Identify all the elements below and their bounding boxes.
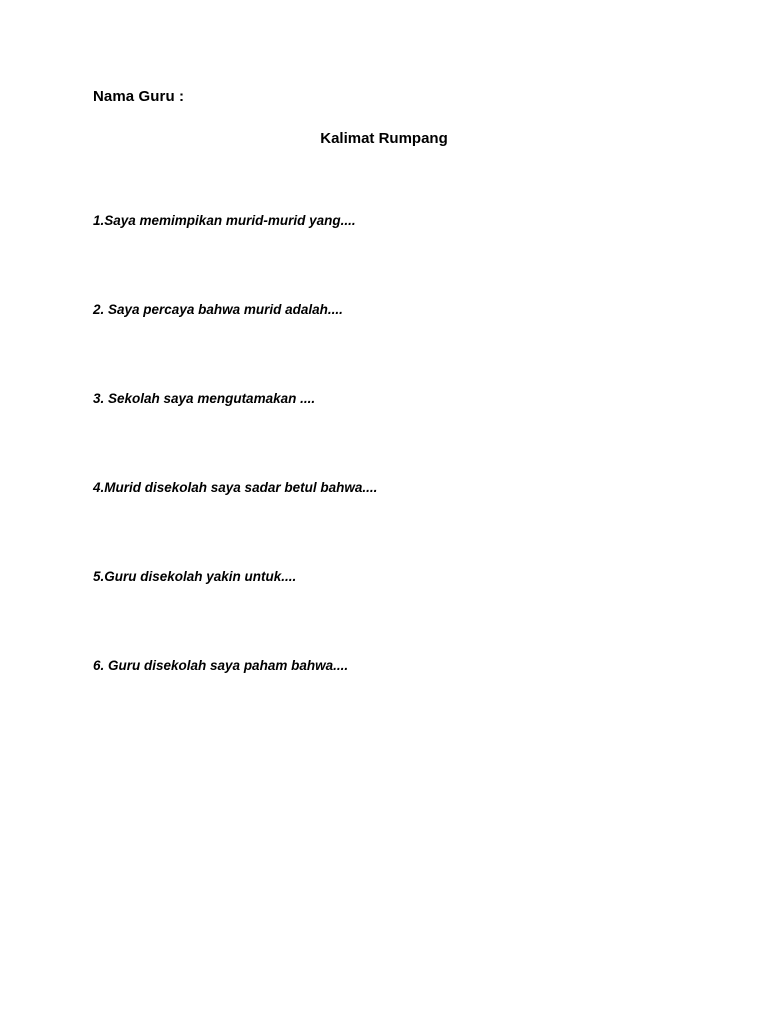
document-title: Kalimat Rumpang <box>320 130 448 147</box>
question-list <box>93 212 377 746</box>
question-item: 6. Guru disekolah saya paham bahwa.... <box>93 658 349 673</box>
teacher-name-label: Nama Guru : <box>93 88 185 105</box>
question-item: 5.Guru disekolah yakin untuk.... <box>93 569 297 584</box>
question-item: 4.Murid disekolah saya sadar betul bahwa.... <box>93 480 378 495</box>
question-item: 3. Sekolah saya mengutamakan .... <box>93 391 316 406</box>
question-item: 1.Saya memimpikan murid-murid yang.... <box>93 213 356 228</box>
question-item: 2. Saya percaya bahwa murid adalah.... <box>93 302 343 317</box>
